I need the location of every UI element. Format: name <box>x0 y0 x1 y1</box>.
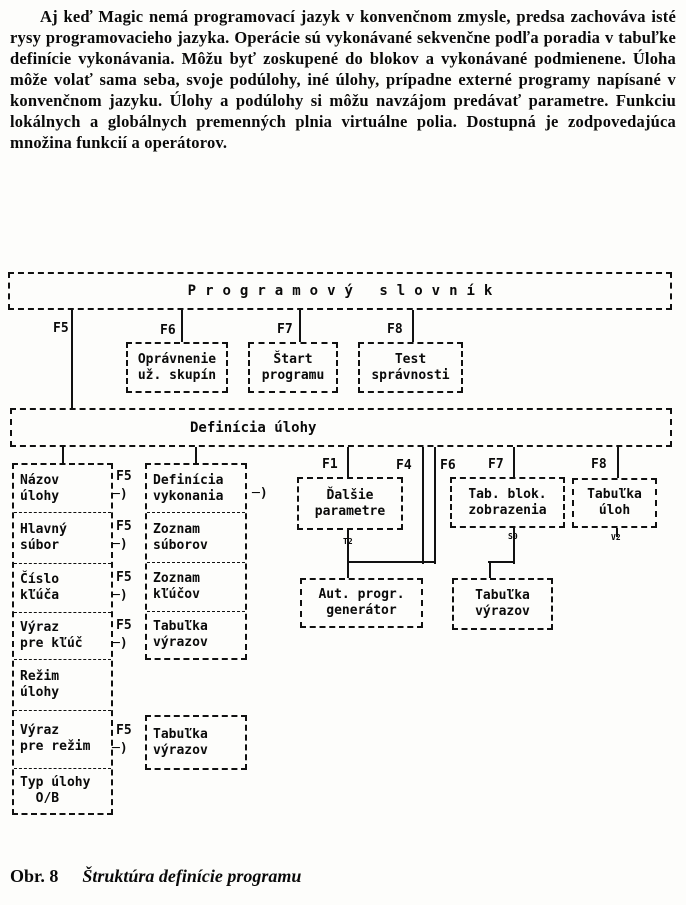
fkey-label: F5 <box>116 723 132 738</box>
box-text: Test <box>394 351 427 367</box>
fkey-label: F7 <box>277 322 293 337</box>
box-text: výrazov <box>475 604 530 619</box>
connector-line <box>181 310 183 342</box>
connector-line <box>422 447 424 564</box>
box-text: Definícia <box>153 472 224 488</box>
connector-line <box>62 447 64 463</box>
fkey-label: F5 <box>116 519 132 534</box>
box-cell <box>14 660 111 711</box>
figure-caption <box>10 866 301 887</box>
box-text: generátor <box>326 603 397 618</box>
box-text: výrazov <box>153 634 208 650</box>
tiny-label: S0 <box>508 532 518 541</box>
fkey-label: ─) <box>112 636 128 651</box>
connector-line <box>347 447 349 477</box>
box-text: Výraz <box>20 723 60 739</box>
box-text: Výraz <box>20 620 60 636</box>
box-text: Hlavný <box>20 522 67 538</box>
box-text: Zoznam <box>153 570 200 586</box>
box-opravnenie-uz-skupin <box>126 342 228 393</box>
box-text: Tabuľka <box>475 588 530 603</box>
box-cell <box>14 769 111 813</box>
box-text: úlohy <box>20 488 60 504</box>
fkey-label: F6 <box>160 323 176 338</box>
box-text: Definícia úlohy <box>190 419 317 436</box>
box-text: súbor <box>20 538 60 554</box>
box-cell <box>147 563 245 612</box>
fkey-label: ─) <box>112 588 128 603</box>
connector-line <box>617 447 619 478</box>
fkey-label: F7 <box>488 457 504 472</box>
box-cell <box>14 465 111 513</box>
connector-line <box>195 447 197 463</box>
intro-paragraph: Aj keď Magic nemá programovací jazyk v konvenčnom zmysle, predsa zachováva isté rysy programovacieho jazyka. Operácie sú vykonávané sekvenčne podľa poradia v tabuľke definície vykonávania. Môžu byť zoskupené do blokov a vykonávané podmienene. Úloha môže volať sama seba, svoje podúlohy, iné úlohy, prípadne externé programy napísané v konvenčnom jazyku. Úlohy a podúlohy si môžu navzájom predávať parametre. Funkciu lokálnych a globálnych premenných plnia virtuálne polia. Dostupná je zodpovedajúca množina funkcií a operátorov. <box>10 7 676 152</box>
connector-line <box>412 310 414 342</box>
box-stlpec-atributov <box>12 463 113 815</box>
box-dalsie-parametre <box>297 477 403 530</box>
fkey-label: ─) <box>112 741 128 756</box>
connector-line <box>434 447 436 564</box>
box-text: vykonania <box>153 488 224 504</box>
box-text: O/B <box>20 790 60 806</box>
box-tab-blok-zobrazenia <box>450 477 565 528</box>
box-text: Tabuľka <box>153 726 208 742</box>
box-cell <box>147 465 245 513</box>
box-aut-prog-generator <box>300 578 423 628</box>
fkey-label: ─) <box>252 486 268 501</box>
fkey-label: F1 <box>322 457 338 472</box>
box-text: Zoznam <box>153 521 200 537</box>
box-text: pre kľúč <box>20 636 83 652</box>
box-test-spravnosti <box>358 342 463 393</box>
box-cell <box>14 513 111 563</box>
box-tabulka-vyrazov-rezim <box>145 715 247 770</box>
box-cell <box>147 612 245 658</box>
box-text: Programový slovník <box>187 283 502 299</box>
box-tabulka-vyrazov-dole <box>452 578 553 630</box>
tiny-label: V2 <box>611 533 621 542</box>
box-cell <box>147 513 245 563</box>
box-definicia-ulohy <box>10 408 672 447</box>
box-text: súborov <box>153 537 208 553</box>
box-cell <box>14 564 111 613</box>
fkey-label: F4 <box>396 458 412 473</box>
box-text: Typ úlohy <box>20 774 91 790</box>
figure-caption-label: Obr. 8 <box>10 866 59 886</box>
fkey-label: F5 <box>116 570 132 585</box>
box-text: parametre <box>314 503 386 519</box>
box-text: Oprávnenie <box>137 351 217 367</box>
box-cell <box>14 613 111 659</box>
fkey-label: F5 <box>116 469 132 484</box>
box-text: Ďalšie <box>326 487 374 503</box>
figure-caption-title: Štruktúra definície programu <box>82 866 302 886</box>
fkey-label: F5 <box>116 618 132 633</box>
tiny-label: T2 <box>343 537 353 546</box>
fkey-label: F5 <box>53 321 69 336</box>
box-text: Tabuľka <box>153 618 208 634</box>
box-text: zobrazenia <box>468 502 547 518</box>
box-text: správnosti <box>371 367 450 383</box>
box-text: kľúčov <box>153 586 200 602</box>
box-text: Režim <box>20 668 60 684</box>
box-cell <box>147 717 245 768</box>
connector-line <box>489 562 491 578</box>
box-tabulka-uloh <box>572 478 657 528</box>
box-text: úlohy <box>20 684 60 700</box>
box-text: Tab. blok. <box>468 486 547 502</box>
fkey-label: F8 <box>387 322 403 337</box>
box-text: už. skupín <box>137 367 217 383</box>
fkey-label: ─) <box>112 537 128 552</box>
box-text: Číslo <box>20 572 60 588</box>
connector-line <box>71 310 73 408</box>
connector-line <box>513 447 515 477</box>
box-text: Štart <box>273 351 313 367</box>
box-text: pre režim <box>20 739 91 755</box>
box-text: výrazov <box>153 742 208 758</box>
connector-line <box>299 310 301 342</box>
box-text: programu <box>261 367 325 383</box>
box-cell <box>14 711 111 768</box>
box-programovy-slovnik <box>8 272 672 310</box>
box-text: Tabuľka <box>587 487 642 502</box>
connector-line <box>348 561 436 563</box>
fkey-label: F6 <box>440 458 456 473</box>
fkey-label: ─) <box>112 487 128 502</box>
box-start-programu <box>248 342 338 393</box>
box-text: Názov <box>20 472 60 488</box>
box-stlpec-tabuliek <box>145 463 247 660</box>
box-text: Aut. progr. <box>318 587 405 602</box>
connector-line <box>488 561 515 563</box>
fkey-label: F8 <box>591 457 607 472</box>
box-text: kľúča <box>20 588 60 604</box>
box-text: úloh <box>598 503 631 518</box>
